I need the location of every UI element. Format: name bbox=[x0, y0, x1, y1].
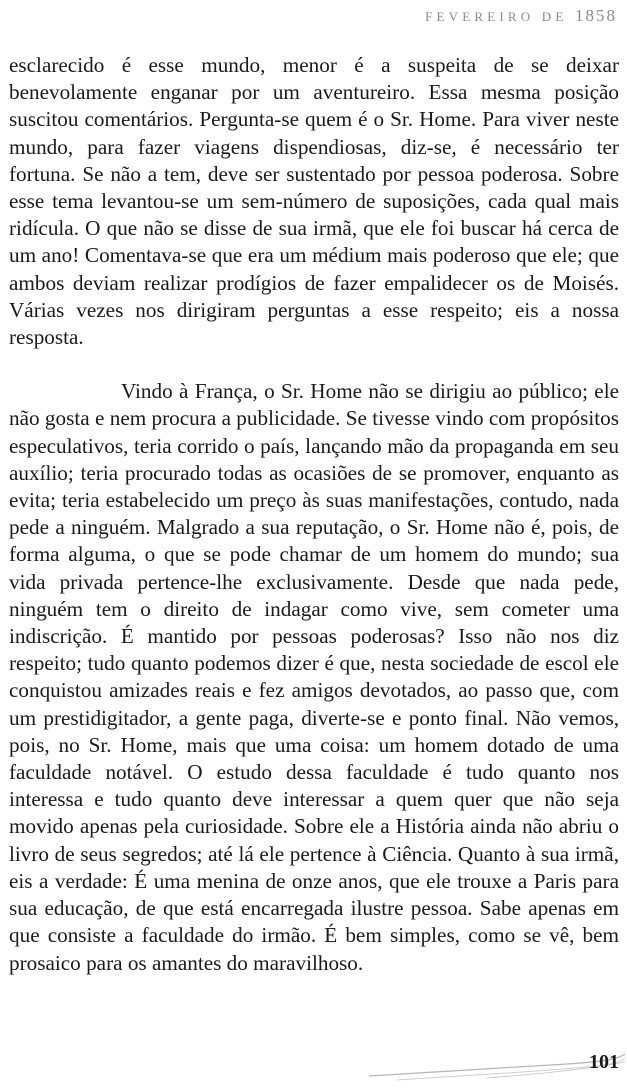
running-head bbox=[425, 6, 617, 26]
paragraph-2-text: Vindo à França, o Sr. Home não se dirigiu ao público; ele não gosta e nem procura a publicidade. Se tivesse vindo com propósitos especulativos, teria corrido o país, lançando mão da propaganda em seu auxílio; teria procurado todas as ocasiões de se promover, enquanto as evita; teria estabelecido um preço às suas manifestações, contudo, nada pede a ninguém. Malgrado a sua reputação, o Sr. Home não é, pois, de forma alguma, o que se pode chamar de um homem do mundo; sua vida privada pertence-lhe exclusivamente. Desde que nada pede, ninguém tem o direito de indagar como vive, sem cometer uma indiscrição. É mantido por pessoas poderosas? Isso não nos diz respeito; tudo quanto podemos dizer é que, nesta sociedade de escol ele conquistou amizades reais e fez amigos devotados, ao passo que, com um prestidigitador, a gente paga, diverte-se e ponto final. Não vemos, pois, no Sr. Home, mais que uma coisa: um homem dotado de uma faculdade notável. O estudo dessa faculdade é tudo quanto nos interessa e tudo quanto deve interessar a quem quer que não seja movido apenas pela curiosidade. Sobre ele a História ainda não abriu o livro de seus segredos; até lá ele pertence à Ciência. Quanto à sua irmã, eis a verdade: É uma menina de onze anos, que ele trouxe a Paris para sua educação, de que está encarregada ilustre pessoa. Sabe apenas em que consiste a faculdade do irmão. É bem simples, como se vê, bem prosaico para os amantes do maravilhoso. bbox=[9, 379, 619, 975]
running-title: FEVEREIRO DE bbox=[425, 9, 568, 24]
paragraph-2 bbox=[9, 378, 619, 976]
paragraph-1: esclarecido é esse mundo, menor é a suspeita de se deixar benevolamente enganar por um aventureiro. Essa mesma posição suscitou comentários. Pergunta-se quem é o Sr. Home. Para viver neste mundo, para fazer viagens dispendiosas, diz-se, é necessário ter fortuna. Se não a tem, deve ser sustentado por pessoa poderosa. Sobre esse tema levantou-se um sem-número de suposições, cada qual mais ridícula. O que não se disse de sua irmã, que ele foi buscar há cerca de um ano! Comentava-se que era um médium mais poderoso que ele; que ambos deviam realizar prodígios de fazer empalidecer os de Moisés. Várias vezes nos dirigiram perguntas a esse respeito; eis a nossa resposta. bbox=[9, 53, 619, 350]
running-year: 1858 bbox=[575, 6, 617, 25]
folio-swash-ornament bbox=[367, 1042, 627, 1082]
page-number: 101 bbox=[589, 1051, 619, 1073]
body-text bbox=[9, 52, 619, 977]
